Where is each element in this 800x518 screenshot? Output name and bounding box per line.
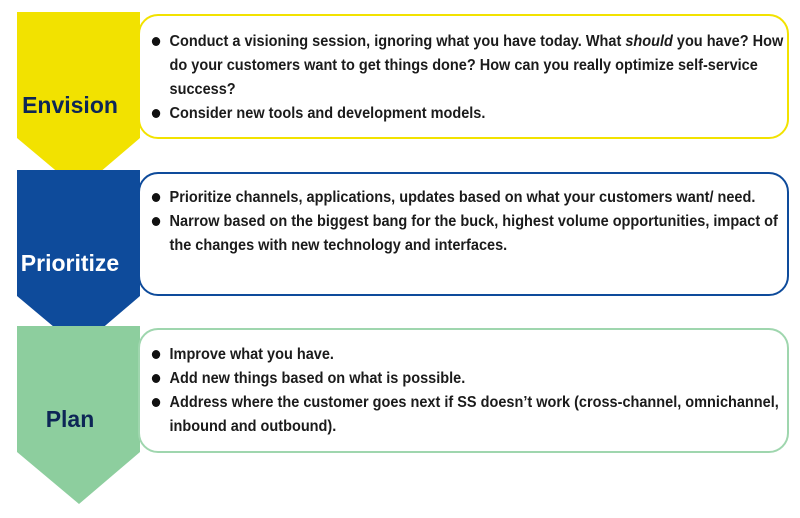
bullet-text: Prioritize channels, applications, updates based on what your customers want/ need.: [169, 189, 756, 206]
bullet-item: [150, 391, 794, 439]
prioritize-bullet-list: [150, 186, 778, 258]
bullet-text: Consider new tools and development models.: [169, 105, 486, 122]
bullet-dot-icon: [152, 193, 160, 202]
bullet-item: [150, 186, 794, 210]
bullet-dot-icon: [152, 398, 160, 407]
bullet-emphasis: should: [625, 33, 673, 50]
envision-bullet-list: [150, 30, 784, 126]
bullet-dot-icon: [152, 37, 160, 46]
bullet-text: Add new things based on what is possible.: [169, 370, 466, 387]
bullet-item: [150, 30, 794, 102]
bullet-dot-icon: [152, 109, 160, 118]
bullet-item: [150, 367, 794, 391]
bullet-text: Conduct a visioning session, ignoring what you have today. What: [169, 33, 626, 50]
plan-bullet-list: [150, 343, 779, 439]
bullet-text: Address where the customer goes next if SS doesn’t work (cross-channel, omnichannel, inbound and outbound).: [169, 394, 779, 435]
bullet-item: [150, 210, 794, 258]
bullet-dot-icon: [152, 217, 160, 226]
stage-label-plan: Plan: [45, 406, 95, 432]
bullet-item: [150, 102, 794, 126]
bullet-text-continued: you have? How do your customers want to get things done? How can you really optimize self-service success?: [169, 33, 784, 98]
stage-label-prioritize: Prioritize: [20, 250, 120, 276]
bullet-text: Improve what you have.: [169, 346, 334, 363]
bullet-dot-icon: [152, 374, 160, 383]
stage-label-envision: Envision: [22, 92, 118, 118]
bullet-item: [150, 343, 794, 367]
bullet-dot-icon: [152, 350, 160, 359]
bullet-text: Narrow based on the biggest bang for the buck, highest volume opportunities, impact of the changes with new technology and interfaces.: [169, 213, 778, 254]
